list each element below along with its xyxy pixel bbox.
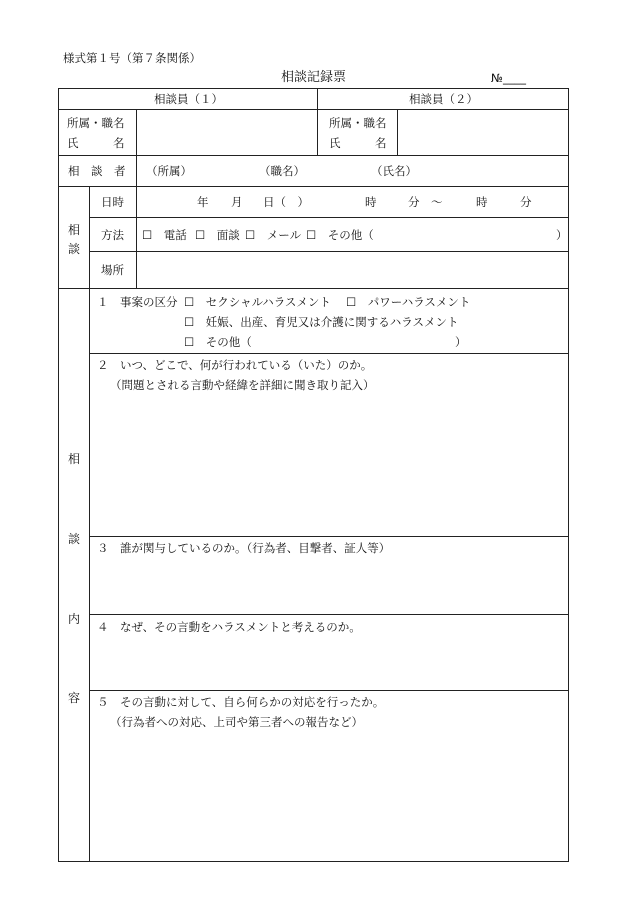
divider bbox=[89, 217, 569, 218]
divider bbox=[89, 536, 569, 537]
counselor-1-header: 相談員（１） bbox=[154, 92, 223, 106]
q3-label: ３ 誰が関与しているのか。（行為者、目撃者、証人等） bbox=[97, 541, 391, 555]
section-label-char: 容 bbox=[68, 691, 81, 705]
divider bbox=[136, 109, 137, 155]
q1-maternity-harassment-checkbox[interactable]: ☐ 妊娠、出産、育児又は介護に関するハラスメント bbox=[184, 315, 459, 329]
q5-label: ５ その言動に対して、自ら何らかの対応を行ったか。 bbox=[97, 695, 385, 709]
datetime-label: 日時 bbox=[101, 195, 124, 209]
section-label-char: 相 bbox=[68, 223, 81, 237]
datetime-year: 年 bbox=[197, 195, 209, 209]
datetime-hour-end: 時 bbox=[476, 195, 488, 209]
consulter-affiliation: （所属） bbox=[146, 164, 192, 178]
divider bbox=[58, 155, 569, 156]
datetime-minute-start: 分 ～ bbox=[408, 195, 443, 209]
method-meeting-checkbox[interactable]: ☐ 面談 bbox=[195, 228, 240, 242]
method-other-close: ） bbox=[556, 228, 568, 242]
datetime-day: 日（ ） bbox=[263, 195, 309, 209]
page-title: 相談記録票 bbox=[281, 70, 347, 85]
q5-note: （行為者への対応、上司や第三者への報告など） bbox=[110, 715, 363, 729]
section-label-char: 相 bbox=[68, 452, 81, 466]
form-number-label: 様式第１号（第７条関係） bbox=[63, 51, 201, 65]
divider bbox=[58, 288, 569, 289]
counselor-2-name-label: 氏 名 bbox=[329, 136, 387, 150]
q2-note: （問題とされる言動や経緯を詳細に聞き取り記入） bbox=[110, 378, 375, 392]
divider bbox=[58, 186, 569, 187]
datetime-month: 月 bbox=[231, 195, 243, 209]
consulter-label: 相 談 者 bbox=[68, 164, 126, 178]
datetime-hour-start: 時 bbox=[365, 195, 377, 209]
divider bbox=[397, 109, 398, 155]
section-label-char: 談 bbox=[68, 242, 81, 256]
divider bbox=[136, 186, 137, 288]
q1-power-harassment-checkbox[interactable]: ☐ パワーハラスメント bbox=[346, 295, 471, 309]
section-label-char: 内 bbox=[68, 612, 81, 626]
form-table bbox=[58, 88, 569, 862]
record-number-label: №____ bbox=[491, 71, 526, 85]
divider bbox=[89, 690, 569, 691]
q2-label: ２ いつ、どこで、何が行われている（いた）のか。 bbox=[97, 358, 373, 372]
datetime-minute-end: 分 bbox=[520, 195, 532, 209]
place-label: 場所 bbox=[101, 263, 124, 277]
counselor-1-name-label: 氏 名 bbox=[67, 136, 125, 150]
divider bbox=[89, 353, 569, 354]
divider bbox=[317, 88, 318, 155]
q1-other-checkbox[interactable]: ☐ その他（ bbox=[184, 335, 252, 349]
method-phone-checkbox[interactable]: ☐ 電話 bbox=[142, 228, 187, 242]
section-label-char: 談 bbox=[68, 532, 81, 546]
counselor-2-header: 相談員（２） bbox=[409, 92, 478, 106]
counselor-1-affiliation-label: 所属・職名 bbox=[67, 116, 125, 130]
divider bbox=[89, 251, 569, 252]
q1-other-close: ） bbox=[455, 335, 467, 349]
method-mail-checkbox[interactable]: ☐ メール bbox=[245, 228, 302, 242]
consulter-name: （氏名） bbox=[371, 164, 417, 178]
divider bbox=[89, 186, 90, 862]
method-other-checkbox[interactable]: ☐ その他（ bbox=[306, 228, 374, 242]
divider bbox=[89, 614, 569, 615]
q1-label: １ 事案の区分 bbox=[97, 295, 178, 309]
method-label: 方法 bbox=[101, 228, 124, 242]
consulter-position: （職名） bbox=[259, 164, 305, 178]
q4-label: ４ なぜ、その言動をハラスメントと考えるのか。 bbox=[97, 620, 361, 634]
q1-sexual-harassment-checkbox[interactable]: ☐ セクシャルハラスメント bbox=[184, 295, 331, 309]
divider bbox=[136, 155, 137, 186]
counselor-2-affiliation-label: 所属・職名 bbox=[329, 116, 387, 130]
divider bbox=[58, 109, 569, 110]
